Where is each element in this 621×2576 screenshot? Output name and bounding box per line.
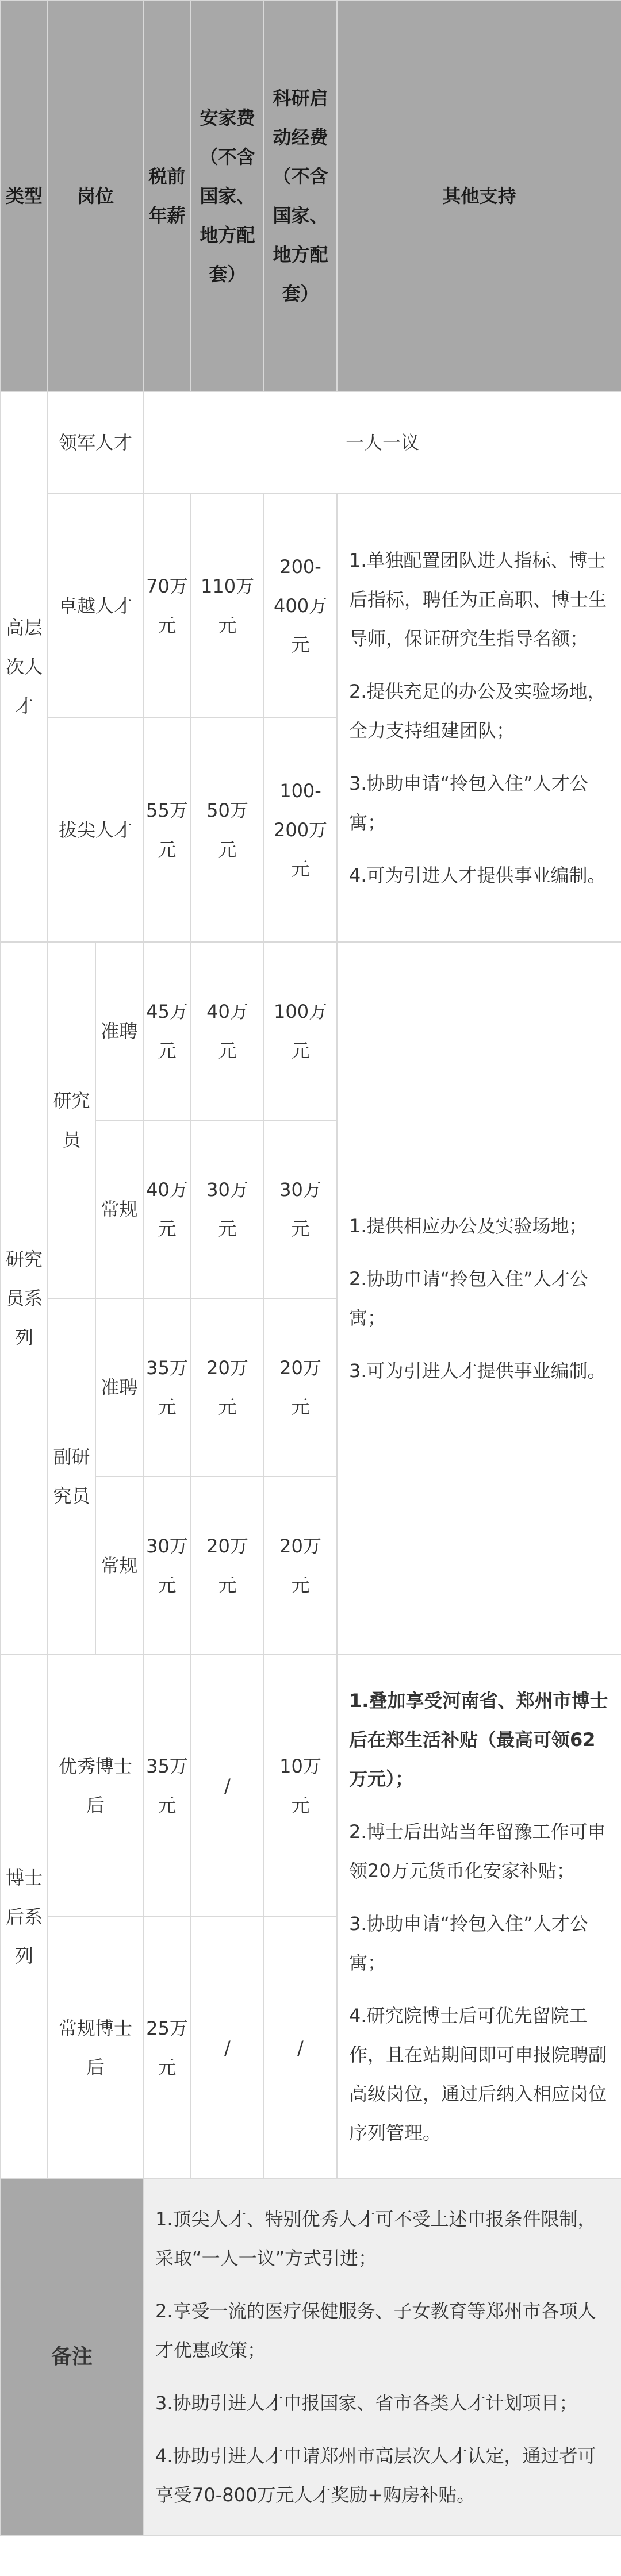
postdoc-support-2: 2.博士后出站当年留豫工作可申领20万元货币化安家补贴； [349,1821,606,1882]
high-level-support-1: 1.单独配置团队进人指标、博士后指标，聘任为正高职、博士生导师，保证研究生指导名额； [349,549,607,649]
note-item-1: 1.顶尖人才、特别优秀人才可不受上述申报条件限制，采取“一人一议”方式引进； [155,2208,596,2269]
type-postdoc-series: 博士后系列 [1,1655,48,2179]
header-row [1,1,621,391]
outstanding-startup: 200-400万元 [264,494,337,718]
leading-talent-row [1,391,621,494]
researcher-salary-3: 35万元 [143,1298,191,1477]
researcher-level-3: 准聘 [95,1298,143,1477]
note-item-2: 2.享受一流的医疗保健服务、子女教育等郑州市各项人才优惠政策； [155,2300,596,2361]
header-other-support: 其他支持 [337,1,621,391]
postdoc-support-4: 4.研究院博士后可优先留院工作，且在站期间即可申报院聘副高级岗位，通过后纳入相应岗位序列管理。 [349,2005,607,2144]
regular-postdoc-housing: / [191,1917,264,2179]
top-startup: 100-200万元 [264,718,337,942]
high-level-support [337,494,621,942]
position-top: 拔尖人才 [48,718,143,942]
researcher-startup-3: 20万元 [264,1298,337,1477]
outstanding-housing: 110万元 [191,494,264,718]
researcher-level-4: 常规 [95,1477,143,1655]
type-researcher-series: 研究员系列 [1,942,48,1655]
researcher-support-2: 2.协助申请“拎包入住”人才公寓； [349,1268,588,1329]
researcher-housing-1: 40万元 [191,942,264,1120]
high-level-support-3: 3.协助申请“拎包入住”人才公寓； [349,772,588,833]
researcher-salary-4: 30万元 [143,1477,191,1655]
note-item-4: 4.协助引进人才申请郑州市高层次人才认定，通过者可享受70-800万元人才奖励+购房补贴。 [155,2445,596,2506]
researcher-startup-1: 100万元 [264,942,337,1120]
high-level-support-2: 2.提供充足的办公及实验场地，全力支持组建团队； [349,680,606,741]
excellent-postdoc-row [1,1655,621,1917]
regular-postdoc-startup: / [264,1917,337,2179]
researcher-support-3: 3.可为引进人才提供事业编制。 [349,1360,606,1382]
outstanding-talent-row [1,494,621,718]
position-regular-postdoc: 常规博士后 [48,1917,143,2179]
researcher-support-1: 1.提供相应办公及实验场地； [349,1215,588,1237]
outstanding-salary: 70万元 [143,494,191,718]
excellent-postdoc-startup: 10万元 [264,1655,337,1917]
position-researcher: 研究员 [48,942,95,1298]
header-housing: 安家费（不含国家、地方配套） [191,1,264,391]
regular-postdoc-salary: 25万元 [143,1917,191,2179]
header-type: 类型 [1,1,48,391]
postdoc-support-1: 1.叠加享受河南省、郑州市博士后在郑生活补贴（最高可领62万元）； [349,1690,608,1790]
header-salary: 税前年薪 [143,1,191,391]
type-high-level: 高层次人才 [1,391,48,942]
high-level-support-4: 4.可为引进人才提供事业编制。 [349,864,606,886]
researcher-startup-4: 20万元 [264,1477,337,1655]
researcher-housing-3: 20万元 [191,1298,264,1477]
position-excellent-postdoc: 优秀博士后 [48,1655,143,1917]
position-outstanding: 卓越人才 [48,494,143,718]
notes-content [143,2179,621,2535]
researcher-startup-2: 30万元 [264,1120,337,1298]
postdoc-support [337,1655,621,2179]
header-startup: 科研启动经费（不含国家、地方配套） [264,1,337,391]
excellent-postdoc-housing: / [191,1655,264,1917]
notes-row [1,2179,621,2535]
researcher-level-2: 常规 [95,1120,143,1298]
leading-case-by-case: 一人一议 [143,391,621,494]
researcher-level-1: 准聘 [95,942,143,1120]
postdoc-support-3: 3.协助申请“拎包入住”人才公寓； [349,1913,588,1974]
excellent-postdoc-salary: 35万元 [143,1655,191,1917]
top-salary: 55万元 [143,718,191,942]
researcher-tenure-track-row [1,942,621,1120]
note-item-3: 3.协助引进人才申报国家、省市各类人才计划项目； [155,2392,578,2414]
top-housing: 50万元 [191,718,264,942]
position-leading: 领军人才 [48,391,143,494]
researcher-housing-4: 20万元 [191,1477,264,1655]
researcher-salary-2: 40万元 [143,1120,191,1298]
notes-label: 备注 [1,2179,143,2535]
researcher-housing-2: 30万元 [191,1120,264,1298]
position-associate-researcher: 副研究员 [48,1298,95,1655]
researcher-support [337,942,621,1655]
researcher-salary-1: 45万元 [143,942,191,1120]
header-position: 岗位 [48,1,143,391]
